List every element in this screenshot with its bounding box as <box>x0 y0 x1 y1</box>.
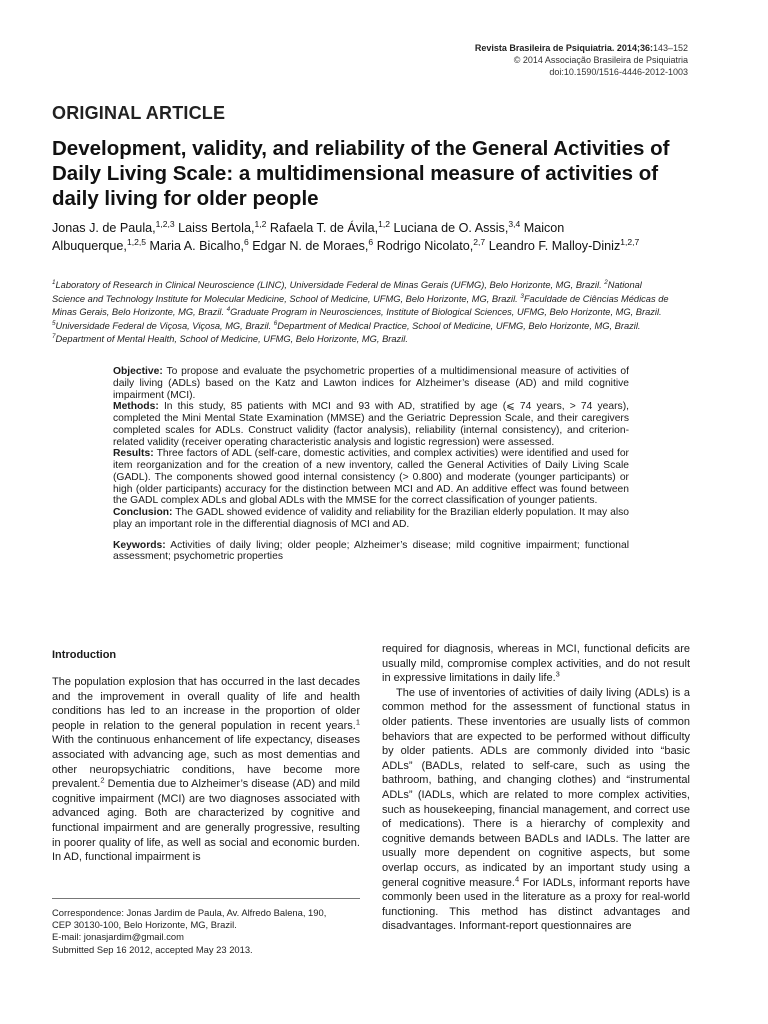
affiliation-number: 1 <box>52 278 56 286</box>
author <box>178 218 267 235</box>
author-name: Leandro F. Malloy-Diniz <box>488 239 621 253</box>
author <box>376 236 486 253</box>
author-affiliation-ref: 2,7 <box>473 236 486 247</box>
author-affiliation-ref: 1,2 <box>254 218 267 229</box>
abstract-results <box>113 448 629 507</box>
affiliation <box>274 321 641 331</box>
keywords-label: Keywords: <box>113 539 166 551</box>
citation-ref: 2 <box>100 775 105 785</box>
methods-label: Methods: <box>113 401 159 413</box>
author <box>269 218 391 235</box>
journal-name: Revista Brasileira de Psiquiatria. <box>474 43 615 53</box>
objective-text: To propose and evaluate the psychometric properties of a multidimensional measure of activities of daily living (ADLs) based on the Katz and Lawton indices for Alzheimer’s disease (AD) and mild cognitive impairment (MCI). <box>113 366 629 401</box>
journal-copyright: © 2014 Associação Brasileira de Psiquiatria <box>513 55 688 65</box>
affiliation-text: National Science and Technology Institute for Molecular Medicine, School of Medicine, UFMG, Belo Horizonte, MG, Brazil. <box>52 280 642 304</box>
affiliations <box>52 279 672 347</box>
author <box>149 236 249 253</box>
journal-citation <box>475 42 688 54</box>
citation-ref: 4 <box>514 873 520 883</box>
affiliation-text: Graduate Program in Neurosciences, Institute of Biological Sciences, UFMG, Belo Horizonte, MG, Brazil. <box>230 307 662 318</box>
article-title: Development, validity, and reliability of the General Activities of Daily Living Scale: a multidimensional measure of activities of daily living for older people <box>52 137 670 210</box>
objective-label: Objective: <box>113 366 163 377</box>
submission-dates: Submitted Sep 16 2012, accepted May 23 2013. <box>52 943 253 955</box>
author-name: Rodrigo Nicolato, <box>376 239 474 253</box>
affiliation-text: Laboratory of Research in Clinical Neuroscience (LINC), Universidade Federal de Minas Gerais (UFMG), Belo Horizonte, MG, Brazil. <box>55 280 605 290</box>
author-affiliation-ref: 6 <box>243 236 249 247</box>
intro-text: The population explosion that has occurred in the last decades and the improvement in overall quality of life and health conditions has led to an increase in the proportion of older people in relation to the general population in recent years. <box>52 676 360 732</box>
intro-text: Dementia due to Alzheimer’s disease (AD) and mild cognitive impairment (MCI) are two diagnoses associated with advanced aging. Both are characterized by cognitive and functional impairment and are generally progressive, resulting in poorer quality of life, as well as social and economic burden. In AD, functional impairment is <box>52 778 360 864</box>
conclusion-text: The GADL showed evidence of validity and reliability for the Brazilian elderly population. It may also play an important role in the differential diagnosis of MCI and AD. <box>113 507 629 530</box>
results-text: Three factors of ADL (self-care, domestic activities, and complex activities) were identified and used for item reorganization and for the creation of a new inventory, called the General Activities of Daily Living Scale (GADL). The components showed good internal consistency (> 0.800) and moderate (younger participants) or high (older participants) accuracy for the distinction between MCI and AD. An additive effect was found between the GADL complex ADLs and global ADLs with the MMSE for the correct classification of younger patients. <box>113 448 629 507</box>
author-affiliation-ref: 1,2 <box>378 218 391 229</box>
intro-paragraph-1 <box>52 675 360 865</box>
author-name: Edgar N. de Moraes, <box>252 239 369 253</box>
author <box>488 236 640 253</box>
author-name: Rafaela T. de Ávila, <box>269 221 379 235</box>
intro-text: The use of inventories of activities of daily living (ADLs) is a common method for the assessment of functional status in older patients. These inventories are usually lists of common behaviors that are expected to be performed without difficulty by older patients. ADLs are commonly divided into “basic ADLs” (BADLs, related to self-care, such as using the bathroom, bathing, and changing clothes) and “instrumental ADLs” (IADLs, which are related to more complex activities, such as housekeeping, financial management, and correct use of medications). There is a hierarchy of complexity and cognitive demands between BADLs and IADLs. The latter are usually more dependent on cognitive aspects, but some overlap occurs, as indicated by an important study using a general cognitive measure. <box>382 686 690 889</box>
journal-volume: 2014;36: <box>616 43 653 53</box>
author-name: Laiss Bertola, <box>178 221 255 235</box>
intro-paragraph-2 <box>382 686 690 934</box>
affiliation-text: Universidade Federal de Viçosa, Viçosa, MG, Brazil. <box>55 320 274 331</box>
abstract-conclusion <box>113 507 629 531</box>
author <box>52 218 175 235</box>
abstract <box>113 366 629 563</box>
affiliation-number: 3 <box>520 292 524 300</box>
affiliation-text: Faculdade de Ciências Médicas de Minas Gerais, Belo Horizonte, MG, Brazil. <box>52 293 669 318</box>
left-column <box>52 648 360 865</box>
author-affiliation-ref: 6 <box>368 236 374 247</box>
affiliation-number: 2 <box>604 278 608 286</box>
introduction-heading: Introduction <box>52 649 117 661</box>
author-list <box>52 219 652 255</box>
author-affiliation-ref: 1,2,3 <box>155 218 175 229</box>
affiliation <box>227 307 662 317</box>
journal-pages: 143–152 <box>652 43 688 53</box>
conclusion-label: Conclusion: <box>113 507 173 518</box>
journal-doi: doi:10.1590/1516-4446-2012-1003 <box>549 67 688 77</box>
results-label: Results: <box>113 448 154 460</box>
author-name: Luciana de O. Assis, <box>393 221 509 235</box>
article-type: ORIGINAL ARTICLE <box>52 103 226 123</box>
author-name: Maria A. Bicalho, <box>149 239 244 253</box>
abstract-keywords <box>113 540 629 564</box>
author <box>252 236 374 253</box>
correspondence-line: Correspondence: Jonas Jardim de Paula, Av. Alfredo Balena, 190, <box>52 907 327 918</box>
correspondence-footnote <box>52 907 372 956</box>
citation-ref: 3 <box>555 669 560 679</box>
author <box>393 218 521 235</box>
intro-text: required for diagnosis, whereas in MCI, functional deficits are usually mild, compromise complex activities, and do not result in expressive limitations in daily life. <box>382 643 690 685</box>
citation-ref: 1 <box>355 717 360 727</box>
intro-text: For IADLs, informant reports have commonly been used in the literature as a proxy for real-world functioning. This method has distinct advantages and disadvantages. Informant-report questionnaires are <box>382 876 691 933</box>
abstract-methods <box>113 401 629 448</box>
affiliation-number: 5 <box>52 319 56 327</box>
author-name: Maicon Albuquerque, <box>52 221 565 253</box>
journal-header <box>475 42 688 78</box>
affiliation-text: Department of Medical Practice, School of Medicine, UFMG, Belo Horizonte, MG, Brazil. <box>277 320 641 331</box>
affiliation-number: 7 <box>52 333 56 341</box>
affiliation <box>52 334 408 344</box>
keywords-text: Activities of daily living; older people; Alzheimer’s disease; mild cognitive impairment; functional assessment; psychometric properties <box>113 539 629 563</box>
intro-text: With the continuous enhancement of life expectancy, diseases associated with advancing age, such as most dementias and other neuropsychiatric conditions, have become more prevalent. <box>52 734 360 791</box>
abstract-objective <box>113 366 629 401</box>
right-column <box>382 642 690 934</box>
affiliation-number: 6 <box>273 319 278 327</box>
affiliation <box>52 321 274 331</box>
correspondence-email: E-mail: jonasjardim@gmail.com <box>52 931 184 943</box>
author-affiliation-ref: 1,2,5 <box>126 236 146 247</box>
intro-paragraph-1-continued <box>382 642 690 686</box>
author-name: Jonas J. de Paula, <box>52 221 156 235</box>
author-affiliation-ref: 1,2,7 <box>620 236 640 247</box>
correspondence-line: CEP 30130-100, Belo Horizonte, MG, Brazil. <box>52 919 237 931</box>
affiliation <box>52 280 604 290</box>
author-affiliation-ref: 3,4 <box>508 218 521 229</box>
affiliation-number: 4 <box>226 306 231 314</box>
methods-text: In this study, 85 patients with MCI and 93 with AD, stratified by age (⩽ 74 years, > 74 years), completed the Mini Mental State Examination (MMSE) and the Geriatric Depression Scale, and their caregivers completed scales for ADLs. Construct validity (factor analysis), reliability (internal consistency), and criterion-related validity (receiver operating characteristic analysis and logistic regression) were assessed. <box>113 401 629 448</box>
affiliation-text: Department of Mental Health, School of Medicine, UFMG, Belo Horizonte, MG, Brazil. <box>55 334 408 345</box>
footnote-divider <box>52 898 360 899</box>
